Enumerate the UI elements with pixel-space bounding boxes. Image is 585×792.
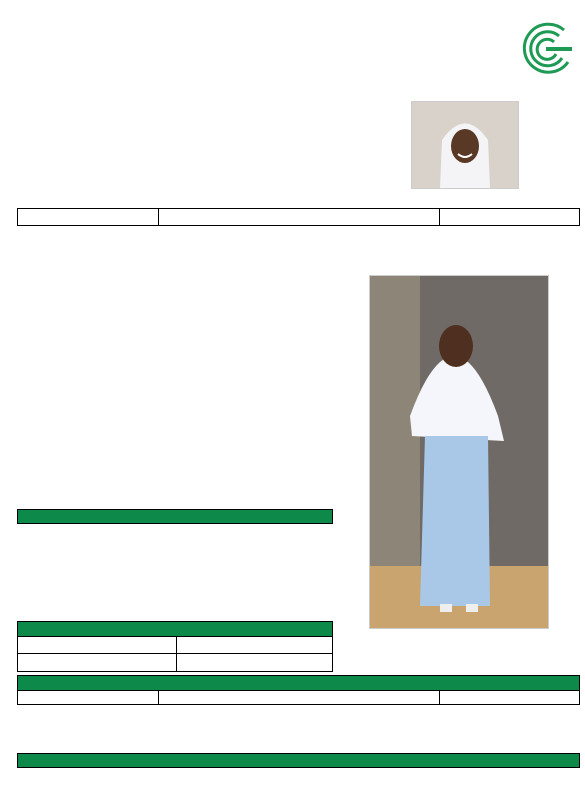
passport-title [18, 510, 333, 524]
arabic-value [18, 654, 177, 672]
employment-title [18, 676, 580, 691]
english-label [177, 637, 333, 654]
full-body-photo [369, 275, 549, 629]
worker-name-label [18, 209, 159, 226]
employment-header-country [159, 691, 440, 705]
worker-name-label-ar [440, 209, 580, 226]
employment-header-position [18, 691, 159, 705]
employment-table [17, 675, 580, 705]
passport-table [17, 509, 333, 524]
employment-header-duration [440, 691, 580, 705]
worker-name-value [159, 209, 440, 226]
english-value [177, 654, 333, 672]
house-work-title [18, 754, 580, 768]
company-logo [516, 20, 576, 78]
portrait-photo [411, 101, 519, 189]
house-work-table [17, 753, 580, 768]
worker-name-table [17, 208, 580, 226]
language-title [18, 622, 333, 637]
arabic-label [18, 637, 177, 654]
language-table [17, 621, 333, 672]
